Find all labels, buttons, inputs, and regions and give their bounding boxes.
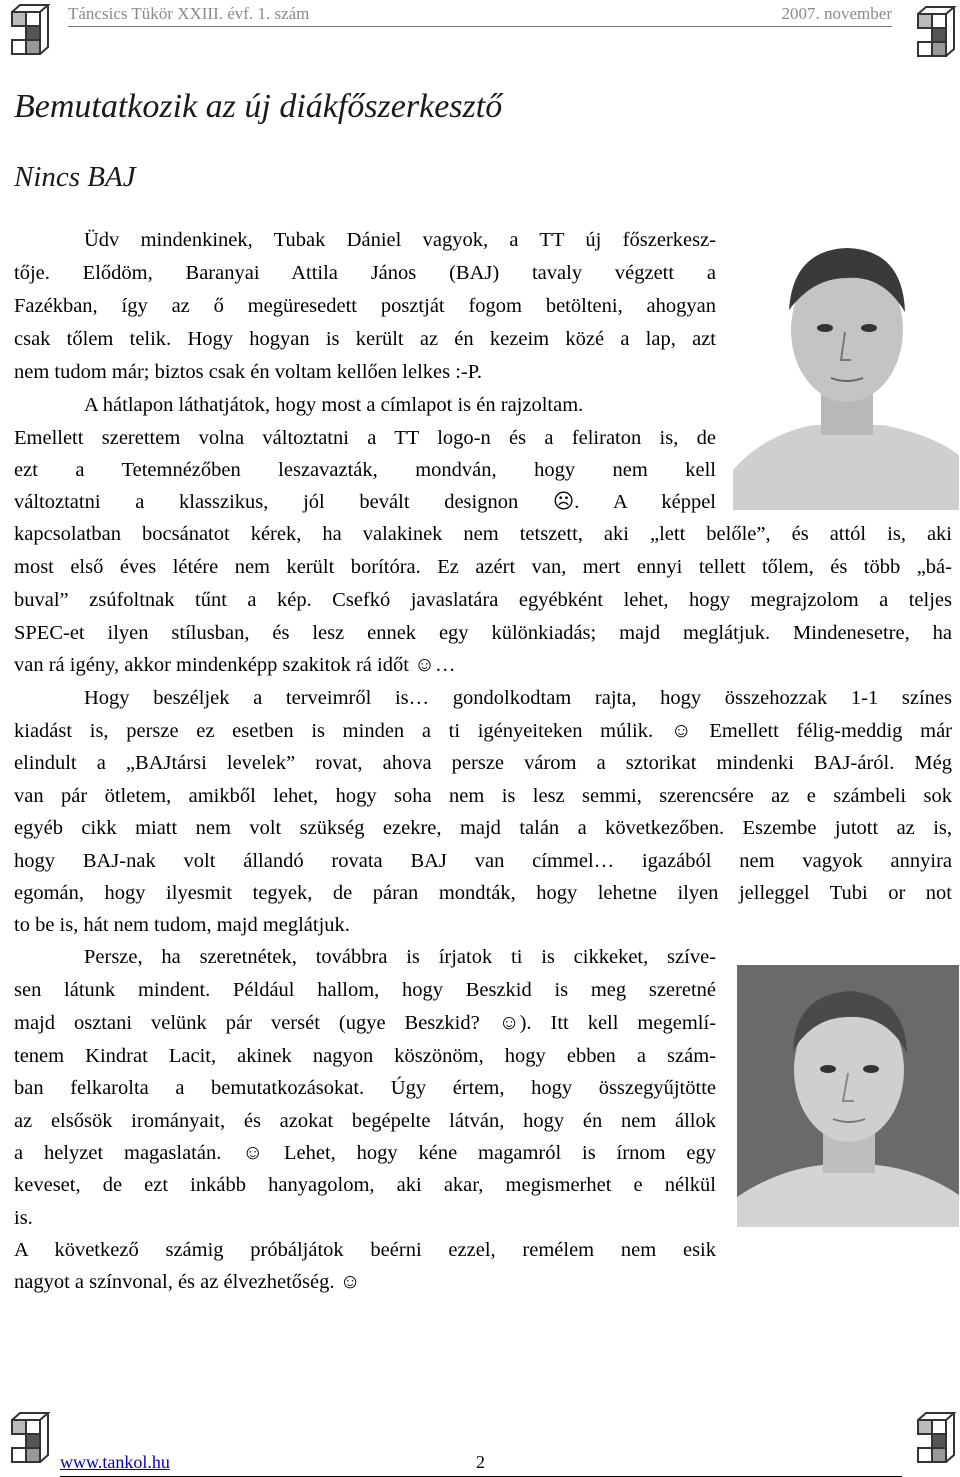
text-line: tője. Elődöm, Baranyai Attila János (BAJ) tavaly végzett a <box>14 262 716 284</box>
text-line: ban felkarolta a bemutatkozásokat. Úgy értem, hogy összegyűjtötte <box>14 1077 716 1099</box>
text-line: is. <box>14 1207 33 1229</box>
portrait-photo-top <box>733 220 959 510</box>
text-line: változtatni a klasszikus, jól bevált designon ☹. A képpel <box>14 491 716 513</box>
text-line: az elsősök irományait, és azokat begépelte látván, hogy én nem állok <box>14 1110 716 1132</box>
text-line: hogy BAJ-nak volt állandó rovata BAJ van címmel… igazából nem vagyok annyira <box>14 850 952 872</box>
corner-logo-bottom-right <box>912 1410 958 1472</box>
footer-website-link[interactable]: www.tankol.hu <box>60 1452 170 1472</box>
text-line: A következő számig próbáljátok beérni ezzel, remélem nem esik <box>14 1239 716 1261</box>
header-publication: Táncsics Tükör XXIII. évf. 1. szám <box>68 4 310 23</box>
text-line: kapcsolatban bocsánatot kérek, ha valakinek nem tetszett, aki „lett belőle”, és attól is, aki <box>14 523 952 545</box>
text-line: majd osztani velünk pár versét (ugye Beszkid? ☺). Itt kell megemlí- <box>14 1012 716 1034</box>
corner-logo-top-right <box>912 4 958 66</box>
text-line: Hogy beszéljek a terveimről is… gondolkodtam rajta, hogy összehozzak 1-1 színes <box>84 687 952 709</box>
corner-logo-bottom-left <box>6 1410 52 1472</box>
text-line: van pár ötletem, amikből lehet, hogy soha nem is lesz semmi, szerencsére az e számbeli sok <box>14 785 952 807</box>
text-line: most első éves létére nem került borítóra. Ez azért van, mert ennyi tellett tőlem, és több „bá- <box>14 556 952 578</box>
text-line: egomán, hogy ilyesmit tegyek, de páran mondták, hogy lehetne ilyen jelleggel Tubi or not <box>14 882 952 904</box>
running-header <box>68 4 892 27</box>
text-line: kiadást is, persze ez esetben is minden a ti igényeiteken múlik. ☺ Emellett félig-meddig már <box>14 720 952 742</box>
text-line: csak tőlem telik. Hogy hogyan is került az én kezeim közé a lap, azt <box>14 328 716 350</box>
text-line: to be is, hát nem tudom, majd meglátjuk. <box>14 914 350 936</box>
text-line: Fazékban, így az ő megüresedett posztját fogom betölteni, ahogyan <box>14 295 716 317</box>
text-line: buval” zsúfoltnak tűnt a kép. Csefkó javaslatára egyébként lehet, hogy megrajzolom a teljes <box>14 589 952 611</box>
text-line: keveset, de ezt inkább hanyagolom, aki akar, megismerhet e nélkül <box>14 1174 716 1196</box>
text-line: Persze, ha szeretnétek, továbbra is írjatok ti is cikkeket, szíve- <box>84 946 716 968</box>
corner-logo-top-left <box>6 2 52 64</box>
header-date: 2007. november <box>781 4 892 23</box>
article-subtitle: Nincs BAJ <box>14 161 136 193</box>
article-title: Bemutatkozik az új diákfőszerkesztő <box>14 88 503 125</box>
page-footer <box>60 1452 902 1477</box>
text-line: sen látunk mindent. Például hallom, hogy Beszkid is meg szeretné <box>14 979 716 1001</box>
text-line: elindult a „BAJtársi levelek” rovat, ahova persze várom a sztorikat mindenki BAJ-áról. Még <box>14 752 952 774</box>
text-line: Üdv mindenkinek, Tubak Dániel vagyok, a TT új főszerkesz- <box>84 229 716 251</box>
text-line: ezt a Tetemnézőben leszavazták, mondván, hogy nem kell <box>14 459 716 481</box>
page-number: 2 <box>476 1452 485 1472</box>
text-line: egyéb cikk miatt nem volt szükség ezekre, majd talán a következőben. Eszembe jutott az is, <box>14 817 952 839</box>
text-line: van rá igény, akkor mindenképp szakitok rá időt ☺… <box>14 654 456 676</box>
text-line: nagyot a színvonal, és az élvezhetőség. ☺ <box>14 1271 361 1293</box>
portrait-photo-bottom <box>737 965 959 1227</box>
text-line: nem tudom már; biztos csak én voltam kellően lelkes :-P. <box>14 361 482 383</box>
text-line: SPEC-et ilyen stílusban, és lesz ennek egy különkiadás; majd meglátjuk. Mindenesetre, ha <box>14 622 952 644</box>
text-line: a helyzet magaslatán. ☺ Lehet, hogy kéne magamról is írnom egy <box>14 1142 716 1164</box>
text-line: A hátlapon láthatjátok, hogy most a címlapot is én rajzoltam. <box>84 394 584 416</box>
text-line: tenem Kindrat Lacit, akinek nagyon köszönöm, hogy ebben a szám- <box>14 1045 716 1067</box>
text-line: Emellett szerettem volna változtatni a TT logo-n és a feliraton is, de <box>14 427 716 449</box>
